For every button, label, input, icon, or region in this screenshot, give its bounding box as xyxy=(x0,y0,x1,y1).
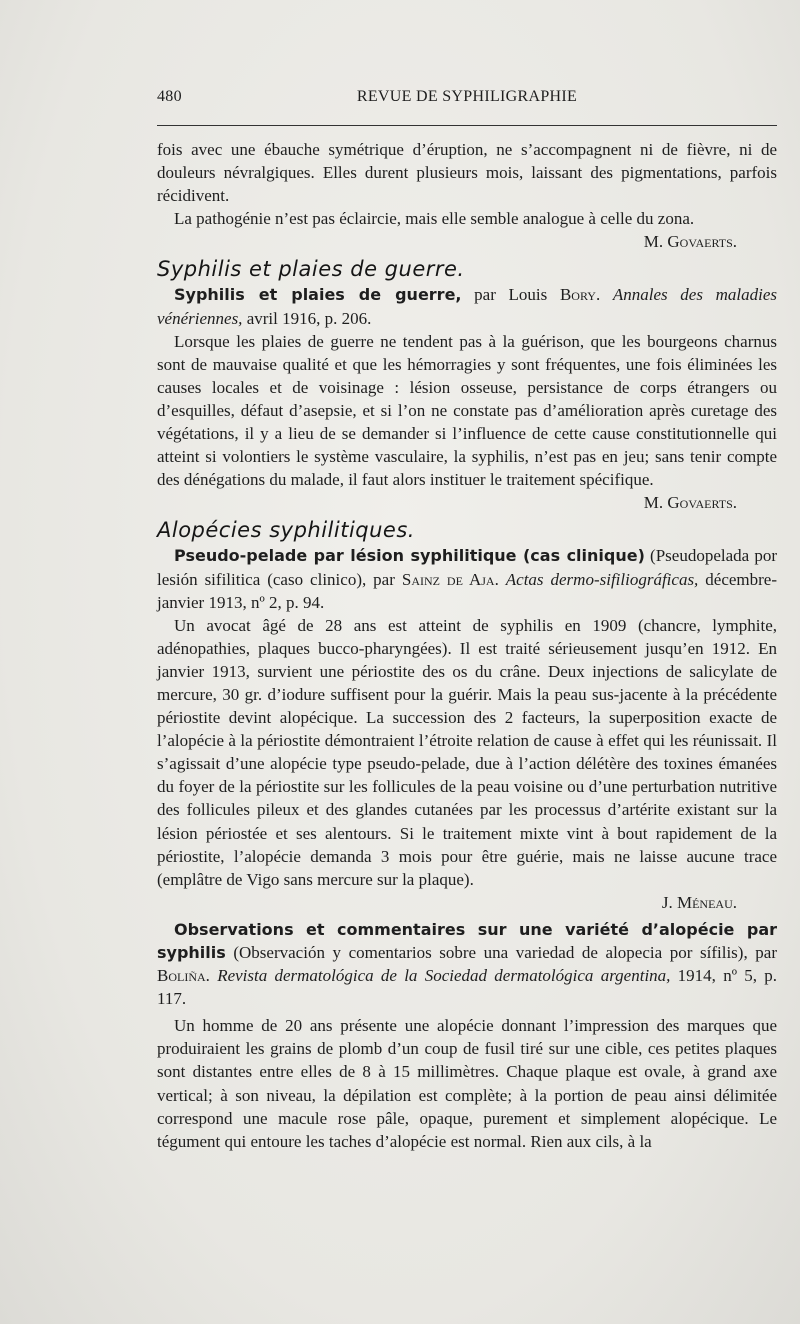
citation-translation: (Pseudopelada por lesión sifilitica (caso clinico), par xyxy=(157,546,777,589)
article-citation xyxy=(157,283,777,329)
running-title: REVUE DE SYPHILIGRAPHIE xyxy=(356,88,578,105)
article-source: Actas dermo-sifiliográficas, xyxy=(505,569,699,589)
signature: J. Méneau. xyxy=(661,892,737,912)
citation-translation: (Observación y comentarios sobre una variedad de alopecia por sífilis), par xyxy=(225,943,777,962)
signature: M. Govaerts. xyxy=(643,493,737,513)
article-author: Bory xyxy=(559,285,596,305)
article-body: Lorsque les plaies de guerre ne tendent pas à la guérison, que les bourgeons charnus sont de mauvaise qualité et que les hémorragies y sont fréquentes, une fois éliminées les causes locales et de voisinage : lésion osseuse, persistance de corps étrangers ou d’esquilles, défaut d’asepsie, et si l’on ne constate pas d’amélioration après curetage des végétations, il y a lieu de se demander si l’influence de cette cause constitutionnelle qui atteint si volontiers le système vasculaire, la syphilis, n’est pas en jeu; sans tenir compte des dénégations du malade, il faut alors instituer le traitement spécifique. xyxy=(157,331,777,490)
page-header xyxy=(157,88,777,118)
section-title-syphilis-plaies: Syphilis et plaies de guerre. xyxy=(157,257,465,282)
citation-separator: . xyxy=(595,285,613,305)
signature-line xyxy=(157,230,777,253)
article-title: Syphilis et plaies de guerre, xyxy=(174,285,462,305)
article-reference: 1914, nº 5, p. 117. xyxy=(157,966,777,1009)
page-number: 480 xyxy=(157,88,182,105)
citation-separator: . xyxy=(494,569,506,589)
citation-separator: . xyxy=(205,966,218,986)
article-citation xyxy=(157,544,777,613)
article-citation xyxy=(157,918,777,1010)
paragraph-with-signature: La pathogénie n’est pas éclaircie, mais elle semble analogue à celle du zona. xyxy=(174,209,695,229)
signature: M. Govaerts. xyxy=(643,232,737,252)
article-source: Revista dermatológica de la Sociedad dermatológica argentina, xyxy=(217,966,671,986)
citation-by: par Louis xyxy=(461,285,560,305)
article-title: Observations et commentaires sur une variété d’alopécie par syphilis xyxy=(157,919,777,962)
section-title-alopecies: Alopécies syphilitiques. xyxy=(157,518,415,543)
article-reference: décembre-janvier 1913, nº 2, p. 94. xyxy=(157,569,777,612)
article-title: Pseudo-pelade par lésion syphilitique (cas clinique) xyxy=(174,546,645,566)
article-source: Annales des maladies vénériennes, xyxy=(157,285,778,328)
article-reference: avril 1916, p. 206. xyxy=(242,308,372,328)
article-author: Sainz de Aja xyxy=(401,569,495,589)
page-content xyxy=(157,138,777,1153)
header-rule xyxy=(157,125,777,126)
article-body: Un avocat âgé de 28 ans est atteint de syphilis en 1909 (chancre, lymphite, adénopathies, plaques bucco-pharyngées). Il est traité sérieusement jusqu’en 1912. En janvier 1913, survient une périostite des os du crâne. Deux injections de salicylate de mercure, 30 gr. d’iodure suffisent pour la guérir. Mais la peau sus-jacente à la précédente périostite devint alopécique. La succession des 2 facteurs, la superposition exacte de l’alopécie à la périostite démontraient l’étroite relation de cause à effet qui les réunissait. Il s’agissait d’une alopécie type pseudo-pelade, due à l’action délétère des toxines émanées du foyer de la périostite sur les follicules de la peau voisine ou d’une perturbation nutritive des follicules pileux et des glandes cutanées par les processus d’artérite existant sur la lésion périostée et ses alentours. Si le traitement mixte vint à bout rapidement de la périostite, l’alopécie demanda 3 mois pour être guérie, mais ne laisse aucune trace (emplâtre de Vigo sans mercure sur la plaque). xyxy=(157,615,777,889)
article-author: Boliña xyxy=(157,966,206,986)
signature-line xyxy=(157,491,777,514)
article-body: Un homme de 20 ans présente une alopécie donnant l’impression des marques que produiraient les grains de plomb d’un coup de fusil tiré sur une cible, ces petites plaques sont distantes entre elles de 8 à 15 millimètres. Chaque plaque est ovale, à grand axe vertical; à son niveau, la dépilation est complète; à la portion de peau ainsi délimitée correspond une macule rose pâle, opaque, purement et simplement alopécique. Le tégument qui entoure les taches d’alopécie est normal. Rien aux cils, à la xyxy=(157,1016,777,1151)
signature-line xyxy=(157,891,777,914)
continued-paragraph: fois avec une ébauche symétrique d’éruption, ne s’accompagnent ni de fièvre, ni de douleurs névralgiques. Elles durent plusieurs mois, laissant des pigmentations, parfois récidivent. xyxy=(157,140,777,206)
